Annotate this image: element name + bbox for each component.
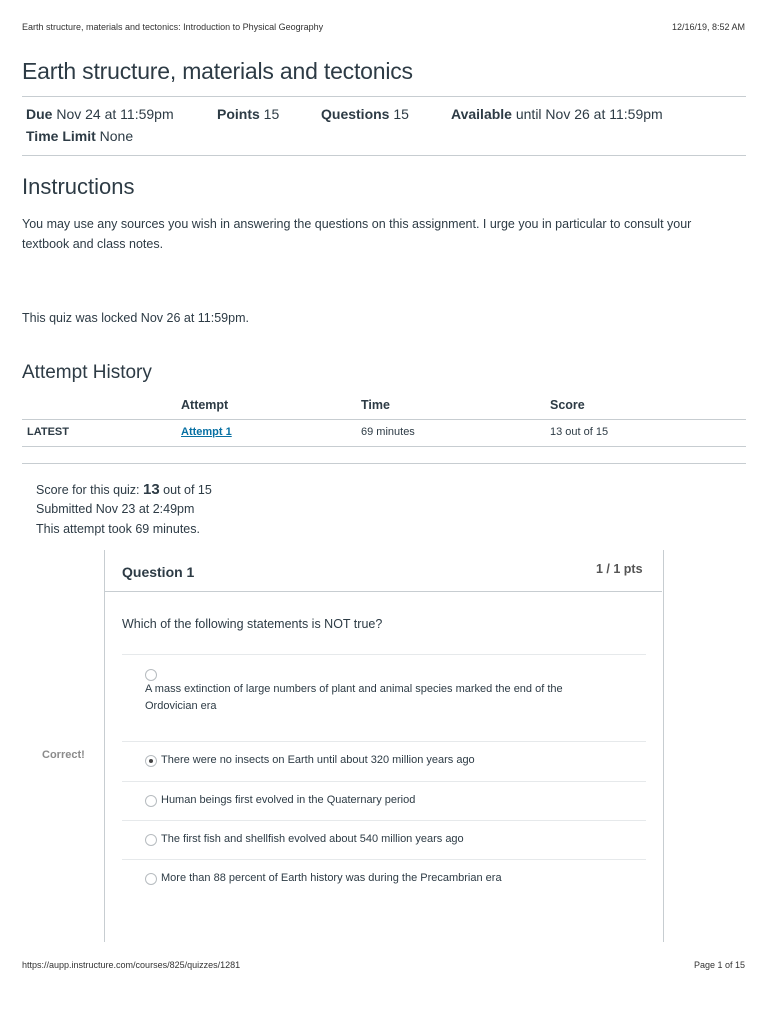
questions-detail <box>321 106 409 122</box>
answer-1-radio[interactable] <box>145 669 157 681</box>
attempt-time: 69 minutes <box>361 426 415 438</box>
time-limit-detail <box>26 128 133 144</box>
attempt-1-link[interactable]: Attempt 1 <box>181 426 232 438</box>
answer-divider <box>122 654 646 655</box>
locked-notice: This quiz was locked Nov 26 at 11:59pm. <box>22 311 249 325</box>
answer-4-radio[interactable] <box>145 834 157 846</box>
answer-2-text: There were no insects on Earth until about 320 million years ago <box>161 754 475 766</box>
footer-page-number: Page 1 of 15 <box>693 960 745 970</box>
answer-divider <box>122 820 646 821</box>
latest-label: LATEST <box>27 426 69 438</box>
questions-label: Questions <box>321 106 390 122</box>
time-limit-value: None <box>99 128 134 144</box>
instructions-heading: Instructions <box>22 174 135 199</box>
points-detail <box>217 106 279 122</box>
correct-label: Correct! <box>42 749 85 761</box>
due-detail <box>26 106 174 122</box>
due-value: Nov 24 at 11:59pm <box>56 106 174 122</box>
column-header-attempt: Attempt <box>181 398 229 412</box>
answer-5-radio[interactable] <box>145 873 157 885</box>
points-value: 15 <box>263 106 280 122</box>
title-divider <box>22 96 746 97</box>
questions-value: 15 <box>393 106 409 122</box>
details-divider <box>22 155 746 156</box>
answer-3-radio[interactable] <box>145 795 157 807</box>
answer-4-text: The first fish and shellfish evolved about 540 million years ago <box>161 833 464 845</box>
question-points: 1 / 1 pts <box>596 562 643 576</box>
available-detail <box>451 106 663 122</box>
print-header-datetime: 12/16/19, 8:52 AM <box>671 22 745 32</box>
answer-divider <box>122 781 646 782</box>
attempt-duration: This attempt took 69 minutes. <box>36 522 200 536</box>
page-title: Earth structure, materials and tectonics <box>22 58 413 84</box>
answer-divider <box>122 859 646 860</box>
print-header-title: Earth structure, materials and tectonics: Introduction to Physical Geography <box>22 22 324 32</box>
column-header-time: Time <box>361 398 390 412</box>
score-summary <box>36 481 212 498</box>
instructions-text: You may use any sources you wish in answering the questions on this assignment. I urge you in particular to consult your textbook and class notes. <box>22 217 692 251</box>
question-text: Which of the following statements is NOT true? <box>122 617 383 631</box>
answer-divider <box>122 741 646 742</box>
answer-1-text: A mass extinction of large numbers of plant and animal species marked the end of the Ordovician era <box>145 683 563 712</box>
time-limit-label: Time Limit <box>26 128 96 144</box>
submitted-time: Submitted Nov 23 at 2:49pm <box>36 502 195 516</box>
attempt-score: 13 out of 15 <box>550 426 609 438</box>
answer-3-text: Human beings first evolved in the Quaternary period <box>161 794 416 806</box>
section-divider <box>22 463 746 464</box>
answer-2-radio[interactable] <box>145 755 157 767</box>
question-title: Question 1 <box>122 564 195 580</box>
due-label: Due <box>26 106 53 122</box>
score-suffix: out of 15 <box>163 483 212 497</box>
available-value: until Nov 26 at 11:59pm <box>515 106 663 122</box>
column-header-score: Score <box>550 398 585 412</box>
available-label: Available <box>451 106 512 122</box>
table-header-divider <box>22 419 746 420</box>
footer-url: https://aupp.instructure.com/courses/825/quizzes/1281 <box>22 960 241 970</box>
attempt-history-heading: Attempt History <box>22 362 152 383</box>
table-row-divider <box>22 446 746 447</box>
answer-5-text: More than 88 percent of Earth history was during the Precambrian era <box>161 872 502 884</box>
score-label: Score for this quiz: <box>36 483 140 497</box>
points-label: Points <box>217 106 260 122</box>
score-value: 13 <box>143 481 160 498</box>
